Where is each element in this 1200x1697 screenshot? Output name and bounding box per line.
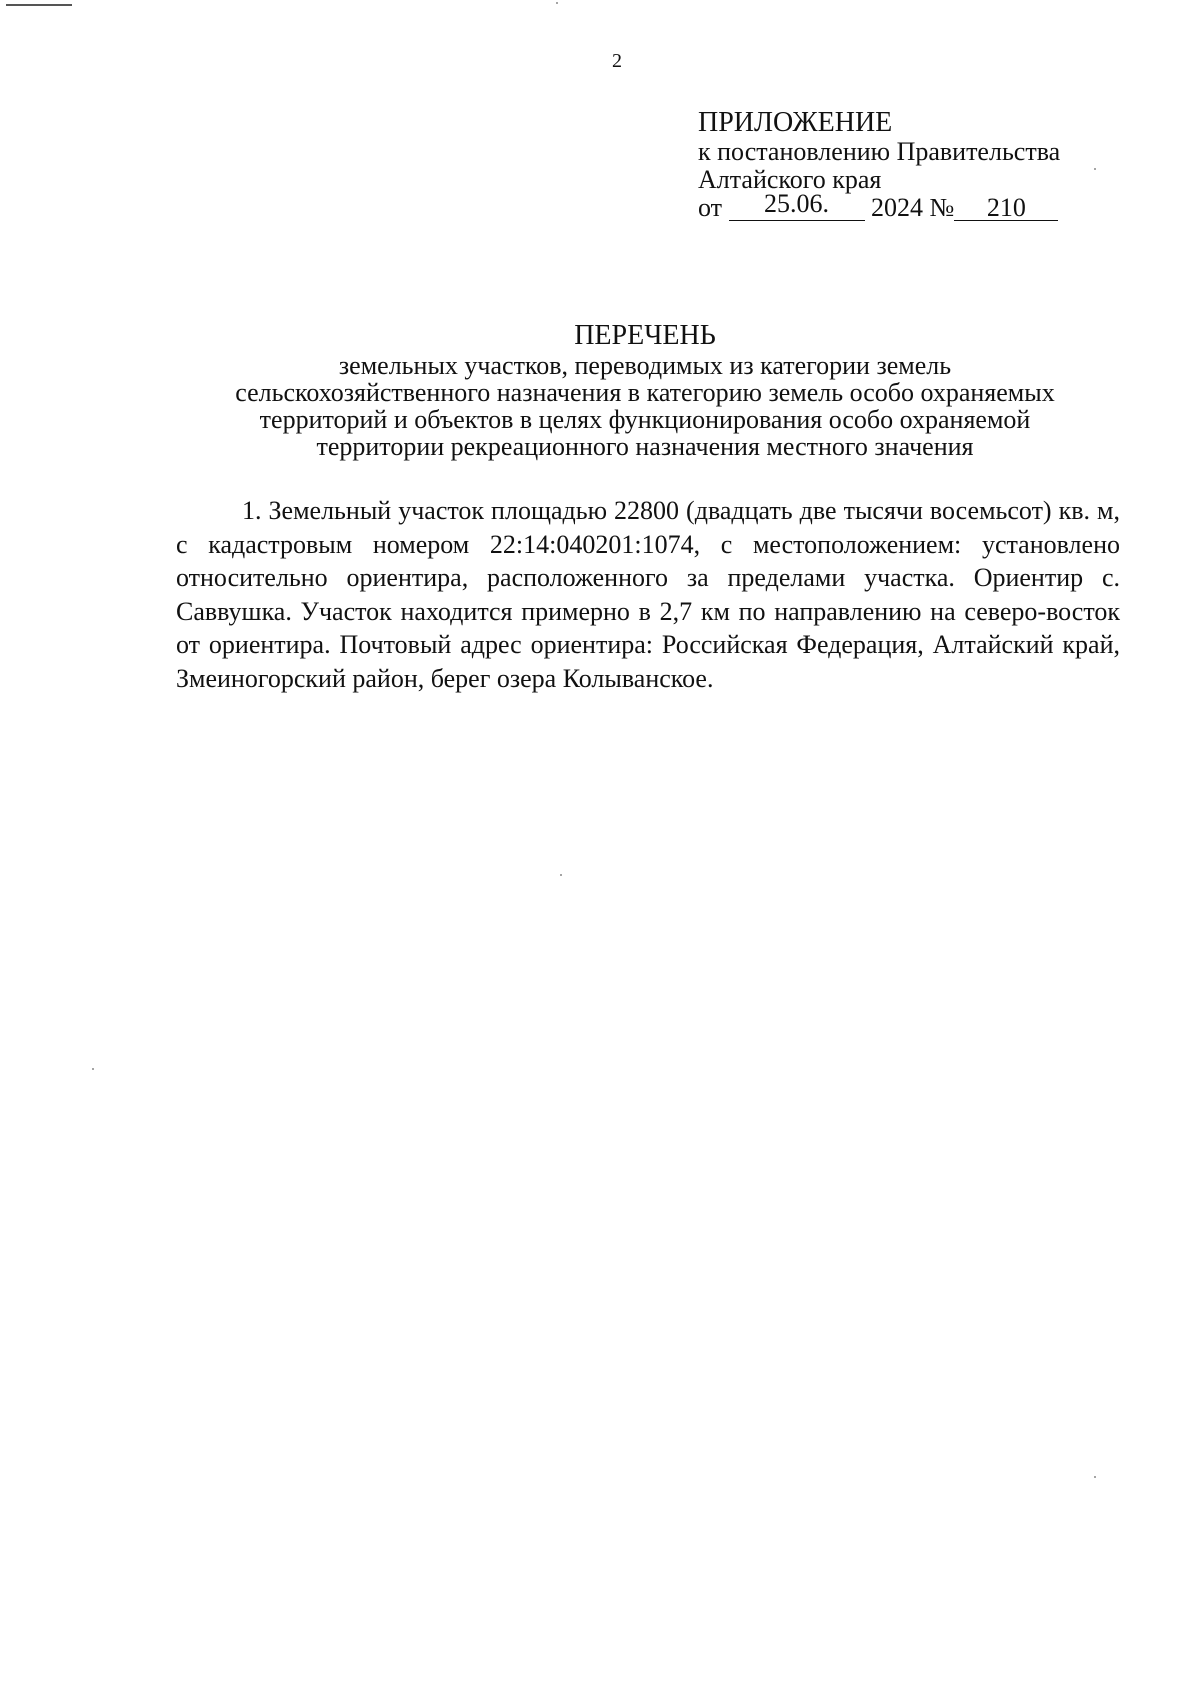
- number-label: №: [929, 193, 955, 222]
- document-number: 210: [986, 193, 1026, 222]
- from-label: от: [698, 193, 723, 222]
- scan-speck: [560, 874, 562, 876]
- number-field: [954, 193, 1058, 222]
- scan-speck: [1094, 1476, 1096, 1478]
- scan-speck: [556, 2, 558, 4]
- document-title: ПЕРЕЧЕНЬ: [574, 320, 716, 351]
- subtitle-line-3: территорий и объектов в целях функционирования особо охраняемой: [259, 405, 1031, 434]
- title-block: [190, 320, 1100, 460]
- subtitle-line-4: территории рекреационного назначения местного значения: [316, 432, 974, 461]
- list-item: 1. Земельный участок площадью 22800 (двадцать две тысячи восемьсот) кв. м, с кадастровым номером 22:14:040201:1074, с местоположением: установлено относительно ориентира, расположенного за пределами участка. Ориентир с. Саввушка. Участок находится примерно в 2,7 км по направлению на северо-восток от ориентира. Почтовый адрес ориентира: Российская Федерация, Алтайский край, Змеиногорский район, берег озера Колыванское.: [176, 496, 1120, 693]
- appendix-date-line: [698, 189, 1118, 222]
- appendix-line-1: к постановлению Правительства: [698, 137, 1061, 166]
- appendix-block: [698, 108, 1118, 222]
- subtitle-line-1: земельных участков, переводимых из категории земель: [338, 351, 952, 380]
- appendix-heading: ПРИЛОЖЕНИЕ: [698, 107, 893, 138]
- date-value: 25.06.: [764, 189, 830, 218]
- subtitle-line-2: сельскохозяйственного назначения в категорию земель особо охраняемых: [235, 378, 1055, 407]
- date-field: [729, 189, 865, 221]
- year: 2024: [871, 193, 924, 222]
- page-number: 2: [612, 50, 622, 72]
- appendix-line-2: Алтайского края: [698, 165, 882, 194]
- scan-mark: [6, 4, 72, 6]
- scan-speck: [92, 1068, 94, 1070]
